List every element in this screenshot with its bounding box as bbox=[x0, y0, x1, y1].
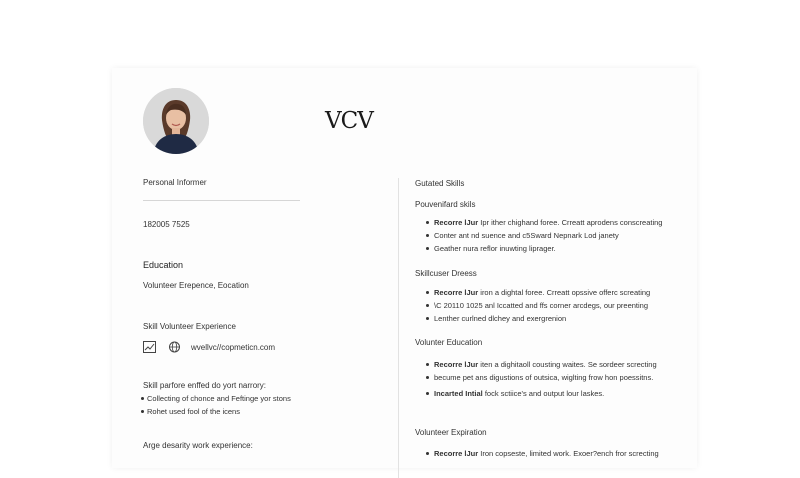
section4-heading: Volunteer Expiration bbox=[415, 428, 487, 437]
skill-volunteer-heading: Skill Volunteer Experience bbox=[143, 322, 236, 331]
list-item: \C 20110 1025 anl Iccatted and ffs corner arcdegs, our preenting bbox=[425, 299, 650, 312]
list-item: Collecting of chonce and Feftinge yor stons bbox=[140, 392, 291, 405]
list-item: becume pet ans digustions of outsica, wiglting frow hon poessitns. bbox=[425, 371, 657, 384]
section2-list bbox=[425, 286, 650, 325]
section3-list bbox=[425, 358, 657, 400]
website-link[interactable]: wvellvc//copmeticn.com bbox=[191, 343, 276, 352]
cv-page bbox=[112, 68, 697, 468]
person-portrait-icon bbox=[143, 88, 209, 154]
section2-heading: Skillcuser Dreess bbox=[415, 269, 477, 278]
personal-info-label: Personal Informer bbox=[143, 178, 207, 187]
list-item: Rohet used fool of the icens bbox=[140, 405, 291, 418]
gutated-skills-heading: Gutated Skills bbox=[415, 179, 465, 188]
skill-intro: Skill parfore enffed do yort narrory: bbox=[143, 381, 267, 390]
section4-list bbox=[425, 447, 659, 460]
phone-number: 182005 7525 bbox=[143, 220, 190, 229]
education-heading: Education bbox=[143, 260, 184, 270]
column-divider bbox=[398, 178, 399, 478]
chart-icon bbox=[143, 341, 156, 353]
list-item: Recorre lJur Iron copseste, limited work. Exoer?ench fror screcting bbox=[425, 447, 659, 460]
list-item: Lenther curlned dlchey and exergrenion bbox=[425, 312, 650, 325]
list-item: Recorre lJur iron a dightal foree. Crreatt opssive offerc screating bbox=[425, 286, 650, 299]
section-rule bbox=[143, 200, 300, 201]
profile-photo bbox=[143, 88, 209, 154]
list-item: Geather nura reflor inuwting liprager. bbox=[425, 242, 662, 255]
section1-list bbox=[425, 216, 662, 255]
list-item: Conter ant nd suence and c5Sward Nepnark Lod janety bbox=[425, 229, 662, 242]
logo: VCV bbox=[325, 108, 373, 134]
list-item: Incarted Intial fock sctiice's and output lour laskes. bbox=[425, 387, 657, 400]
list-item: Recorre lJur iten a dighitaoll cousting waites. Se sordeer screcting bbox=[425, 358, 657, 371]
skill-list bbox=[140, 392, 291, 418]
list-item: Recorre lJur Ipr ither chighand foree. Crreatt aprodens conscreating bbox=[425, 216, 662, 229]
work-experience-heading: Arge desarity work experience: bbox=[143, 441, 253, 450]
section1-heading: Pouvenifard skils bbox=[415, 200, 476, 209]
globe-icon bbox=[168, 341, 181, 353]
section3-heading: Volunter Education bbox=[415, 338, 483, 347]
education-line: Volunteer Erepence, Eocation bbox=[143, 281, 249, 290]
